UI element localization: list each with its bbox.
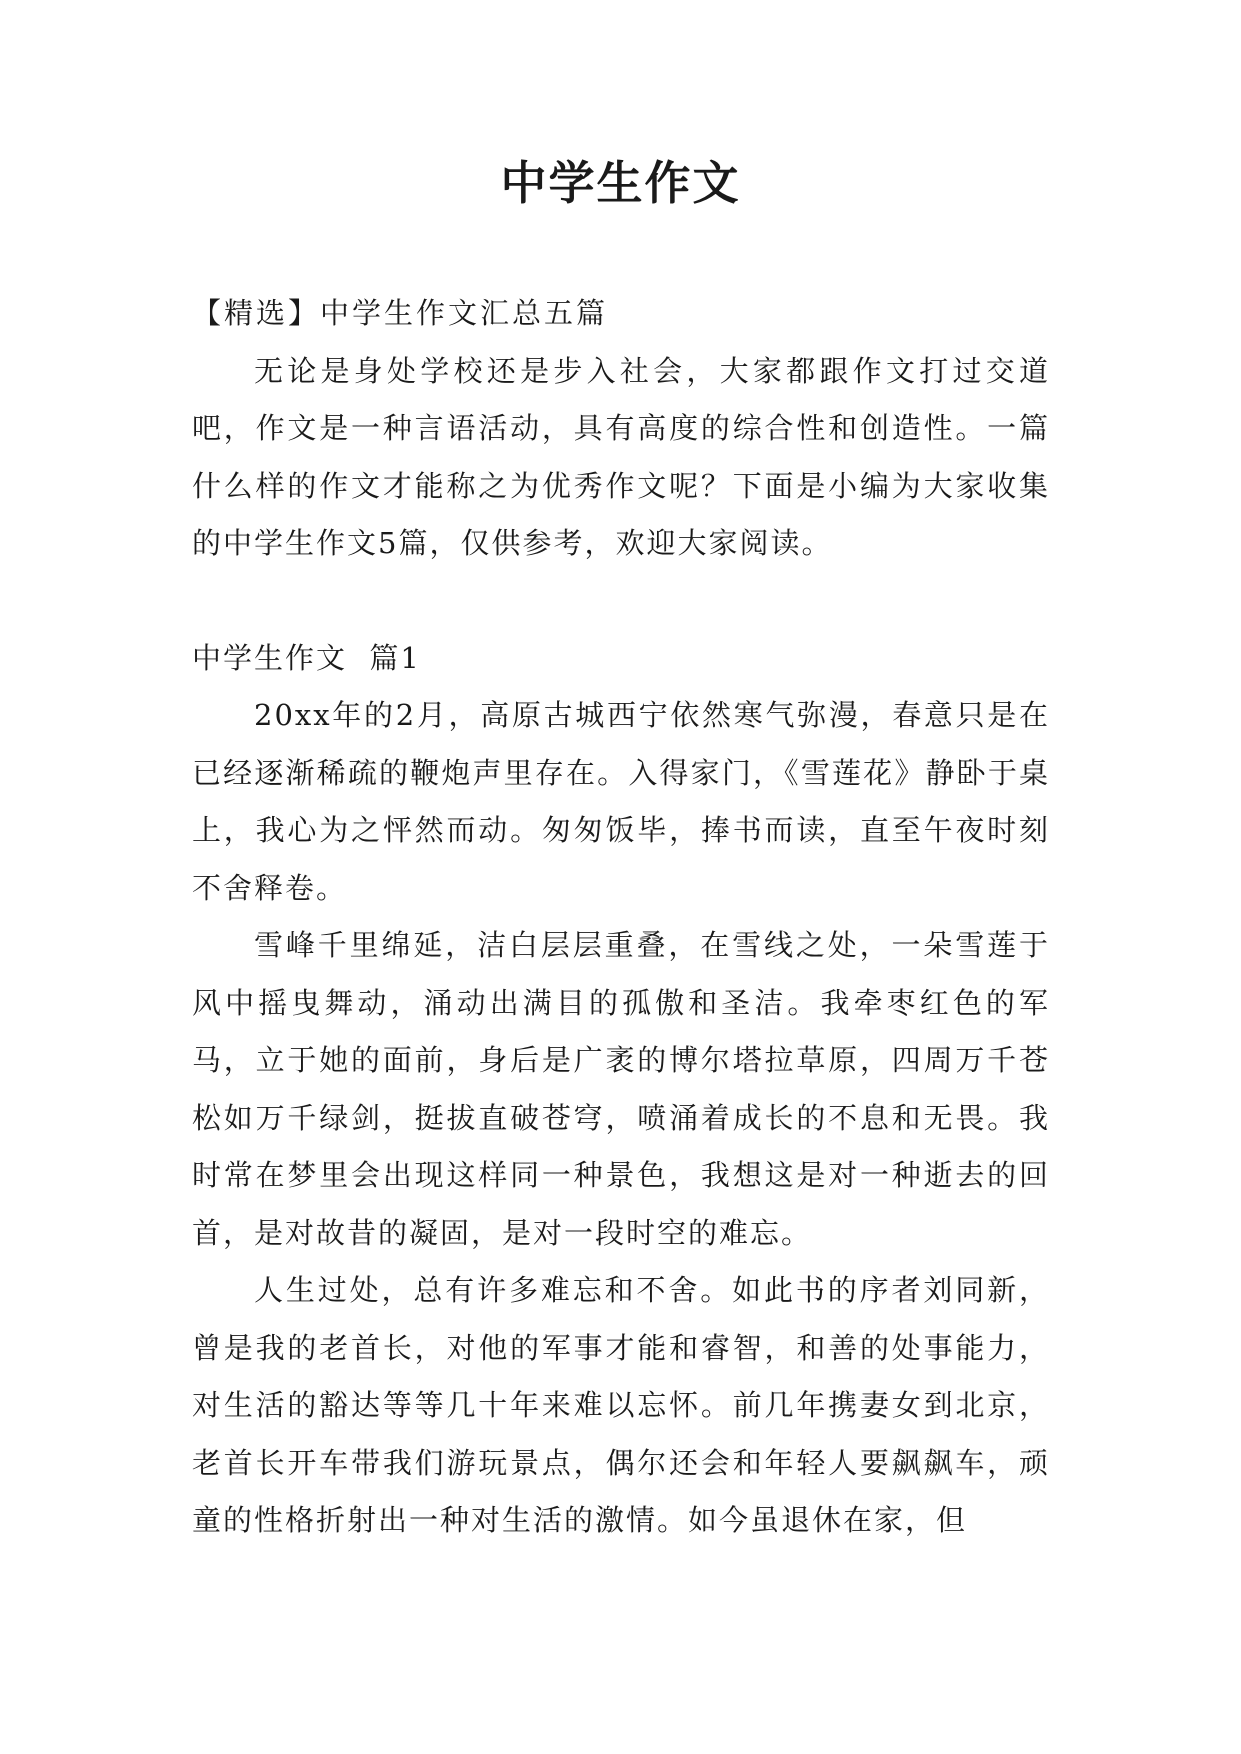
document-title: 中学生作文 bbox=[500, 156, 741, 210]
document-subtitle: 【精选】中学生作文汇总五篇 bbox=[192, 296, 609, 330]
paragraph-spacer bbox=[192, 573, 1050, 630]
body-paragraph: 人生过处，总有许多难忘和不舍。如此书的序者刘同新，曾是我的老首长，对他的军事才能和睿智，和善的处事能力，对生活的豁达等等几十年来难以忘怀。前几年携妻女到北京，老首长开车带我们游玩景点，偶尔还会和年轻人要飙飙车，顽童的性格折射出一种对生活的激情。如今虽退休在家，但 bbox=[192, 1273, 1050, 1537]
body-paragraph: 雪峰千里绵延，洁白层层重叠，在雪线之处，一朵雪莲于风中摇曳舞动，涌动出满目的孤傲和圣洁。我牵枣红色的军马，立于她的面前，身后是广袤的博尔塔拉草原，四周万千苍松如万千绿剑，挺拔直破苍穹，喷涌着成长的不息和无畏。我时常在梦里会出现这样同一种景色，我想这是对一种逝去的回首，是对故昔的凝固，是对一段时空的难忘。 bbox=[192, 928, 1050, 1250]
document-body bbox=[192, 285, 1050, 1550]
section-heading: 中学生作文 篇1 bbox=[192, 640, 421, 675]
body-paragraph: 20xx年的2月，高原古城西宁依然寒气弥漫，春意只是在已经逐渐稀疏的鞭炮声里存在。入得家门，《雪莲花》静卧于桌上，我心为之怦然而动。匆匆饭毕，捧书而读，直至午夜时刻不舍释卷。 bbox=[192, 698, 1050, 905]
intro-paragraph: 无论是身处学校还是步入社会，大家都跟作文打过交道吧，作文是一种言语活动，具有高度的综合性和创造性。一篇什么样的作文才能称之为优秀作文呢？下面是小编为大家收集的中学生作文5篇，仅供参考，欢迎大家阅读。 bbox=[192, 353, 1050, 560]
